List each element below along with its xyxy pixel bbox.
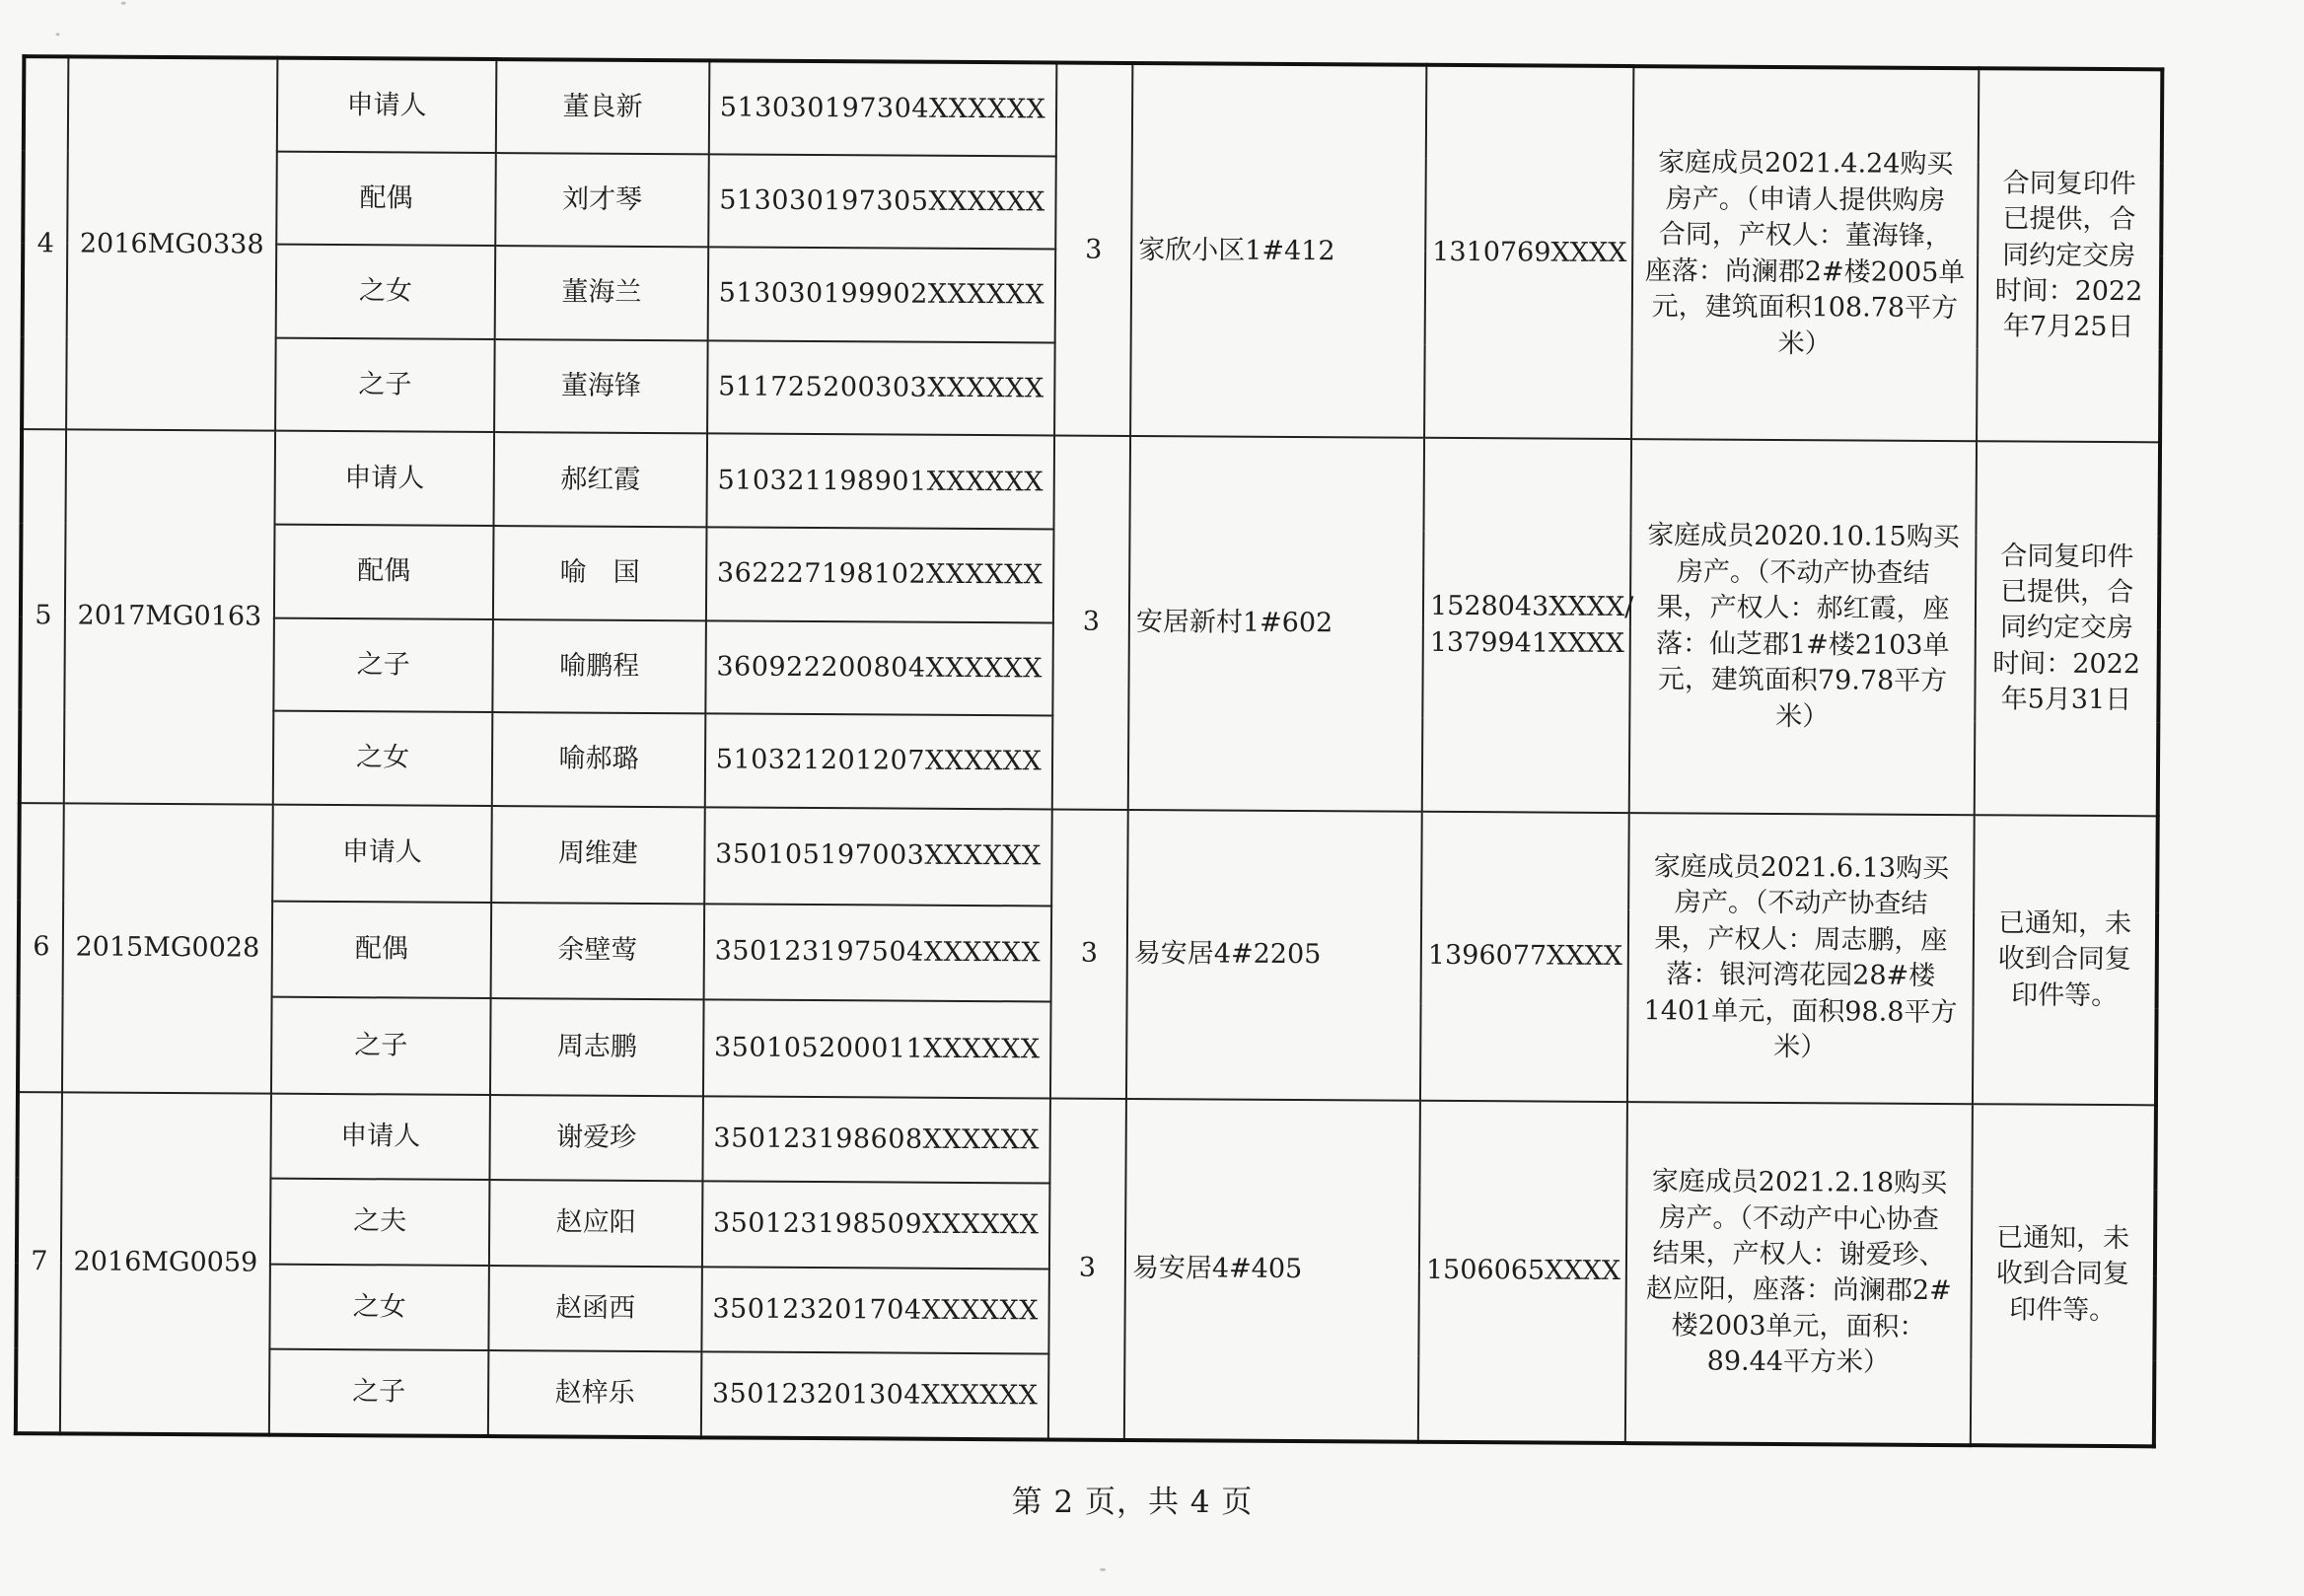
id-number-cell: 513030199902XXXXXX <box>708 248 1056 343</box>
member-name-cell: 余壁莺 <box>491 903 705 1000</box>
relation-cell: 之女 <box>269 1265 489 1351</box>
serial-number: 5 <box>20 430 66 804</box>
note-line: 赵应阳，座落：尚澜郡2# <box>1645 1273 1952 1307</box>
note-line: 楼2003单元，面积： <box>1671 1310 1926 1342</box>
relation-cell: 配偶 <box>276 151 496 246</box>
id-number-cell: 350123198509XXXXXX <box>702 1182 1050 1270</box>
relation-cell: 申请人 <box>270 1093 490 1180</box>
note-line: 米） <box>1773 1032 1828 1063</box>
housing-address: 易安居4#2205 <box>1126 810 1422 1101</box>
relation-cell: 配偶 <box>274 525 494 619</box>
status-line: 年5月31日 <box>2000 684 2132 716</box>
scan-speck <box>121 2 126 5</box>
phone-cell <box>1422 438 1634 813</box>
phone-cell <box>1420 812 1629 1102</box>
member-name-cell: 喻 国 <box>493 526 707 620</box>
housing-address: 安居新村1#602 <box>1128 436 1424 811</box>
member-name-cell: 谢爱珍 <box>489 1095 703 1182</box>
verification-note <box>1627 813 1975 1104</box>
relation-cell: 之子 <box>275 338 495 433</box>
status-line: 同约定交房 <box>1999 612 2133 644</box>
note-line: 家庭成员2020.10.15购买 <box>1647 520 1960 553</box>
id-number-cell: 350105200011XXXXXX <box>703 999 1051 1098</box>
note-line: 座落：尚澜郡2#楼2005单 <box>1644 254 1966 288</box>
relation-cell: 之子 <box>271 997 491 1095</box>
member-name-cell: 董海锋 <box>494 339 708 434</box>
id-number-cell: 360922200804XXXXXX <box>705 620 1053 716</box>
serial-number: 6 <box>18 803 64 1092</box>
member-name-cell: 喻郝璐 <box>492 712 706 807</box>
status-line: 已通知，未 <box>1997 907 2132 939</box>
member-row <box>24 56 2163 163</box>
status-line: 合同复印件 <box>2002 167 2136 199</box>
phone-line: 1379941XXXX <box>1429 626 1625 659</box>
note-line: 结果，产权人：谢爱珍、 <box>1652 1238 1946 1270</box>
note-line: 落：仙芝郡1#楼2103单 <box>1655 627 1950 661</box>
id-number-cell: 513030197304XXXXXX <box>709 60 1057 156</box>
status-note <box>1975 442 2160 817</box>
member-name-cell: 赵梓乐 <box>488 1350 702 1437</box>
status-line: 已通知，未 <box>1996 1222 2130 1254</box>
relation-cell: 之女 <box>273 711 493 806</box>
id-number-cell: 350123201304XXXXXX <box>701 1352 1049 1440</box>
relation-cell: 之子 <box>273 617 493 712</box>
note-line: 元，建筑面积108.78平方 <box>1651 291 1959 325</box>
id-number-cell: 350123198608XXXXXX <box>702 1096 1050 1184</box>
scan-speck <box>56 33 60 36</box>
phone-cell <box>1424 65 1633 440</box>
status-note <box>1971 1104 2156 1446</box>
relation-cell: 配偶 <box>272 901 492 998</box>
scan-speck <box>1100 1568 1106 1571</box>
note-line: 果，产权人：周志鹏，座 <box>1654 923 1948 956</box>
member-name-cell: 周志鹏 <box>490 998 704 1096</box>
status-line: 收到合同复 <box>1997 943 2131 976</box>
relation-cell: 申请人 <box>272 805 492 903</box>
relation-cell: 之女 <box>276 245 496 339</box>
household-count: 3 <box>1054 63 1132 437</box>
relation-cell: 申请人 <box>277 58 497 153</box>
note-line: 果，产权人：郝红霞，座 <box>1656 592 1950 625</box>
household-count: 3 <box>1048 1098 1126 1440</box>
status-line: 年7月25日 <box>2002 311 2134 343</box>
relation-cell: 之夫 <box>270 1179 490 1266</box>
status-line: 已提供，合 <box>2002 203 2136 236</box>
qualification-code: 2016MG0338 <box>66 56 277 431</box>
note-line: 房产。（不动产中心协查 <box>1659 1201 1940 1235</box>
phone-line: 1310769XXXX <box>1432 236 1627 268</box>
id-number-cell: 350123201704XXXXXX <box>701 1267 1049 1354</box>
note-line: 元，建筑面积79.78平方 <box>1657 664 1948 697</box>
note-line: 合同，产权人：董海锋， <box>1658 219 1952 253</box>
note-line: 米） <box>1775 700 1830 732</box>
member-name-cell: 喻鹏程 <box>492 619 706 714</box>
household-count: 3 <box>1052 436 1130 810</box>
serial-number: 7 <box>16 1092 62 1434</box>
id-number-cell: 510321198901XXXXXX <box>706 434 1054 530</box>
note-line: 家庭成员2021.6.13购买 <box>1653 851 1950 885</box>
relation-cell: 申请人 <box>275 431 495 526</box>
verification-note <box>1631 66 1979 442</box>
table-body <box>16 56 2162 1446</box>
housing-table <box>14 54 2165 1448</box>
id-number-cell: 350105197003XXXXXX <box>704 807 1052 906</box>
status-line: 合同复印件 <box>2000 540 2134 572</box>
status-line: 已提供，合 <box>2000 576 2134 609</box>
id-number-cell: 350123197504XXXXXX <box>704 904 1052 1002</box>
phone-line: 1528043XXXX/ <box>1429 591 1634 623</box>
note-line: 米） <box>1777 327 1832 359</box>
id-number-cell: 511725200303XXXXXX <box>707 340 1055 436</box>
note-line: 房产。（申请人提供购房 <box>1665 183 1946 216</box>
id-number-cell: 362227198102XXXXXX <box>706 527 1054 622</box>
qualification-code: 2017MG0163 <box>64 430 275 805</box>
qualification-code: 2016MG0059 <box>60 1092 271 1435</box>
status-note <box>1977 68 2162 443</box>
status-note <box>1973 815 2158 1105</box>
note-line: 89.44平方米） <box>1706 1345 1891 1378</box>
relation-cell: 之子 <box>269 1349 489 1436</box>
member-name-cell: 董海兰 <box>495 246 709 340</box>
member-row <box>19 803 2158 912</box>
note-line: 房产。（不动产协查结 <box>1674 887 1928 920</box>
note-line: 家庭成员2021.2.18购买 <box>1651 1166 1948 1199</box>
housing-address: 家欣小区1#412 <box>1130 63 1426 438</box>
status-line: 时间：2022 <box>1992 648 2141 681</box>
note-line: 家庭成员2021.4.24购买 <box>1657 147 1954 181</box>
status-line: 印件等。 <box>2011 979 2119 1011</box>
member-name-cell: 郝红霞 <box>493 432 707 527</box>
serial-number: 4 <box>22 56 68 430</box>
phone-line: 1396077XXXX <box>1427 939 1623 973</box>
member-name-cell: 刘才琴 <box>495 153 709 248</box>
status-line: 收到合同复 <box>1995 1258 2129 1290</box>
status-line: 时间：2022 <box>1994 275 2143 308</box>
verification-note <box>1625 1102 1973 1445</box>
housing-address: 易安居4#405 <box>1124 1099 1420 1442</box>
member-name-cell: 赵函西 <box>488 1266 702 1352</box>
note-line: 1401单元，面积98.8平方 <box>1643 994 1958 1028</box>
household-count: 3 <box>1050 809 1128 1098</box>
verification-note <box>1629 440 1977 816</box>
status-line: 同约定交房 <box>2002 239 2136 271</box>
member-name-cell: 周维建 <box>491 806 705 904</box>
status-line: 印件等。 <box>2009 1294 2117 1326</box>
phone-line: 1506065XXXX <box>1425 1254 1621 1287</box>
phone-cell <box>1418 1101 1627 1444</box>
id-number-cell: 510321201207XXXXXX <box>705 714 1053 810</box>
id-number-cell: 513030197305XXXXXX <box>708 154 1056 250</box>
note-line: 落：银河湾花园28#楼 <box>1666 959 1936 992</box>
member-row <box>22 430 2161 537</box>
member-name-cell: 赵应阳 <box>489 1180 703 1267</box>
member-row <box>17 1092 2155 1191</box>
note-line: 房产。（不动产协查结 <box>1676 556 1930 589</box>
qualification-code: 2015MG0028 <box>62 803 273 1093</box>
member-name-cell: 董良新 <box>496 59 710 154</box>
page-footer: 第 2 页，共 4 页 <box>1011 1485 1254 1520</box>
